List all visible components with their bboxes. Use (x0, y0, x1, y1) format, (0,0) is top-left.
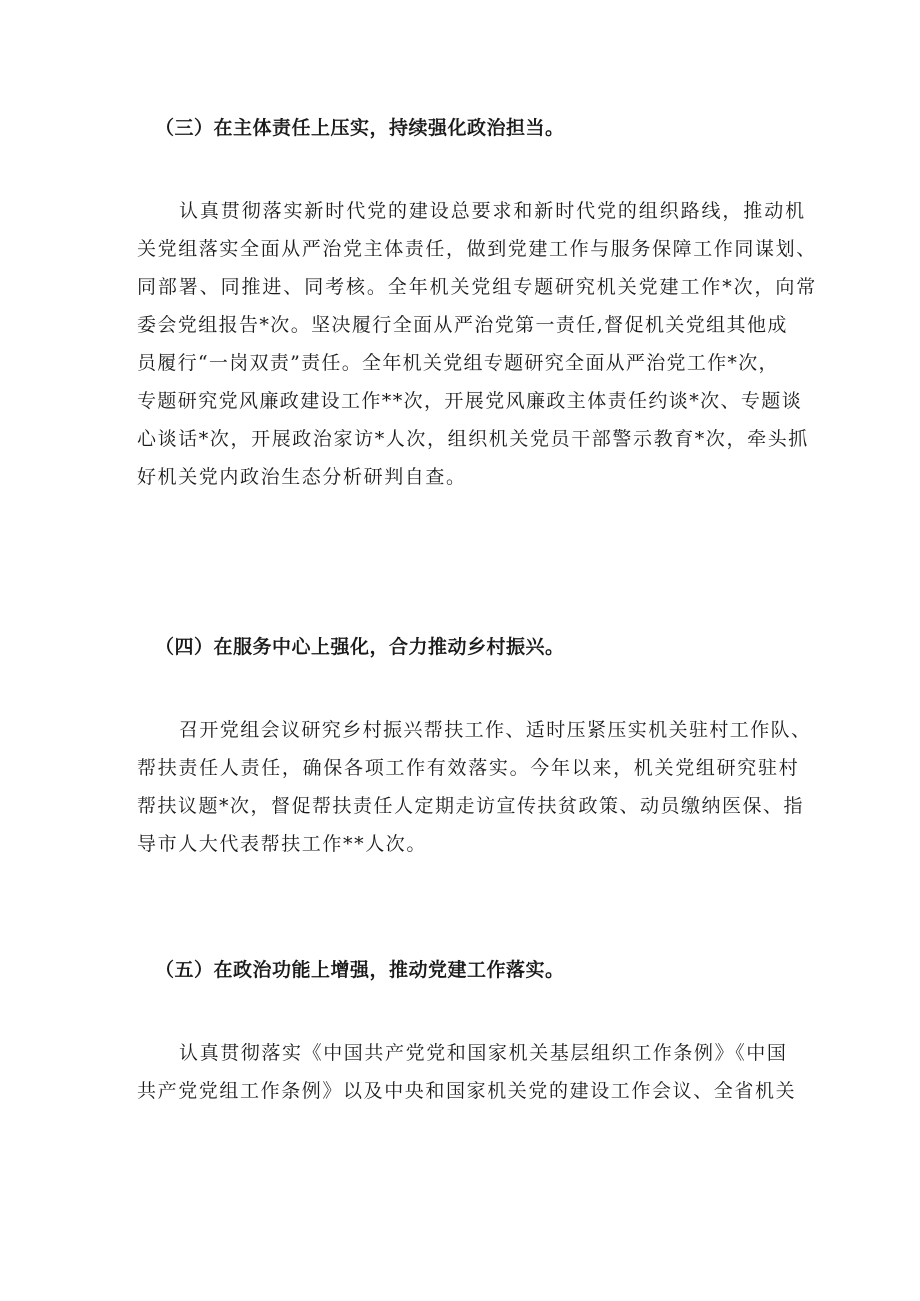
section-paragraph-4 (137, 711, 812, 863)
section-paragraph-3 (137, 192, 818, 496)
paragraph-line: 共产党党组工作条例》以及中央和国家机关党的建设工作会议、全省机关 (137, 1080, 797, 1102)
paragraph-line: 员履行“一岗双责”责任。全年机关党组专题研究全面从严治党工作*次， (137, 352, 779, 374)
paragraph-line: 心谈话*次，开展政治家访*人次，组织机关党员干部警示教育*次，牵头抓 (137, 428, 809, 450)
paragraph-line: 专题研究党风廉政建设工作**次，开展党风廉政主体责任约谈*次、专题谈 (137, 390, 803, 412)
section-heading-4: （四）在服务中心上强化，合力推动乡村振兴。 (155, 636, 565, 658)
paragraph-line: 帮扶议题*次，督促帮扶责任人定期走访宣传扶贫政策、动员缴纳医保、指 (137, 795, 805, 817)
paragraph-line: 认真贯彻落实《中国共产党党和国家机关基层组织工作条例》《中国 (179, 1042, 788, 1064)
paragraph-line: 召开党组会议研究乡村振兴帮扶工作、适时压紧压实机关驻村工作队、 (179, 719, 812, 741)
paragraph-line: 好机关党内政治生态分析研判自查。 (137, 466, 467, 488)
section-heading-3: （三）在主体责任上压实，持续强化政治担当。 (155, 117, 565, 139)
paragraph-line: 同部署、同推进、同考核。全年机关党组专题研究机关党建工作*次，向常 (137, 276, 818, 298)
section-heading-5: （五）在政治功能上增强，推动党建工作落实。 (155, 959, 565, 981)
paragraph-line: 关党组落实全面从严治党主体责任，做到党建工作与服务保障工作同谋划、 (137, 238, 817, 260)
section-paragraph-5 (137, 1034, 797, 1110)
paragraph-line: 认真贯彻落实新时代党的建设总要求和新时代党的组织路线，推动机 (179, 200, 807, 222)
paragraph-line: 委会党组报告*次。坚决履行全面从严治党第一责任,督促机关党组其他成 (137, 314, 788, 336)
paragraph-line: 导市人大代表帮扶工作**人次。 (137, 833, 428, 855)
paragraph-line: 帮扶责任人责任，确保各项工作有效落实。今年以来，机关党组研究驻村 (137, 757, 800, 779)
